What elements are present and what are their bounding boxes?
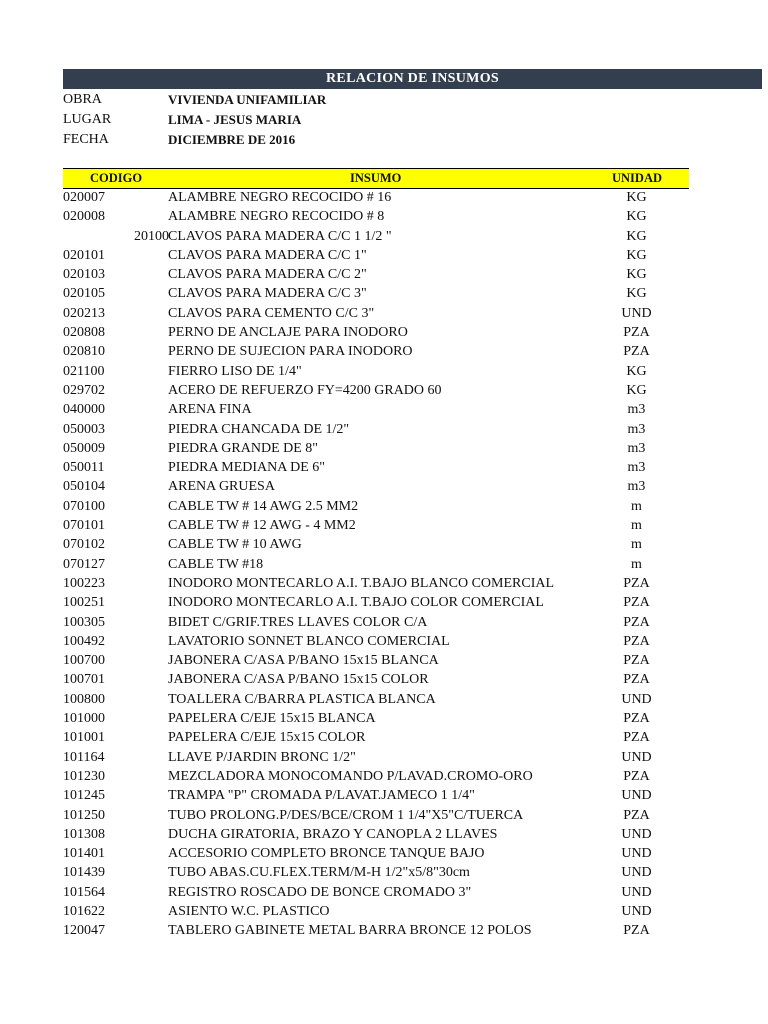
header-codigo: CODIGO — [90, 171, 143, 185]
row-unidad: PZA — [623, 344, 650, 360]
table-row — [63, 323, 689, 342]
table-row — [63, 767, 689, 786]
row-insumo: CABLE TW #18 — [168, 556, 264, 572]
row-insumo: PAPELERA C/EJE 15x15 BLANCA — [168, 711, 376, 727]
row-code: 101622 — [63, 903, 105, 919]
row-code: 070127 — [63, 556, 105, 572]
row-code: 20100 — [134, 228, 169, 244]
row-unidad: UND — [621, 846, 652, 862]
table-row — [63, 555, 689, 574]
meta-value: DICIEMBRE DE 2016 — [168, 132, 296, 147]
row-insumo: CLAVOS PARA MADERA C/C 2" — [168, 267, 367, 283]
row-code: 101308 — [63, 826, 105, 842]
table-row — [63, 709, 689, 728]
row-insumo: CLAVOS PARA CEMENTO C/C 3" — [168, 305, 375, 321]
table-row — [63, 728, 689, 747]
row-unidad: KG — [626, 228, 647, 244]
table-row — [63, 670, 689, 689]
row-insumo: TABLERO GABINETE METAL BARRA BRONCE 12 POLOS — [168, 923, 532, 939]
row-unidad: PZA — [623, 633, 650, 649]
table-header — [63, 168, 689, 189]
row-code: 020101 — [63, 247, 105, 263]
row-unidad: m — [631, 498, 642, 514]
header-insumo: INSUMO — [350, 171, 402, 185]
row-code: 101230 — [63, 768, 105, 784]
meta-label: OBRA — [63, 92, 102, 107]
row-insumo: ALAMBRE NEGRO RECOCIDO # 16 — [168, 190, 392, 205]
row-insumo: PERNO DE SUJECION PARA INODORO — [168, 344, 413, 360]
table-row — [63, 748, 689, 767]
row-insumo: BIDET C/GRIF.TRES LLAVES COLOR C/A — [168, 614, 428, 630]
row-code: 100800 — [63, 691, 105, 707]
row-code: 070100 — [63, 498, 105, 514]
row-insumo: CABLE TW # 10 AWG — [168, 537, 302, 553]
row-code: 100701 — [63, 672, 105, 688]
row-unidad: KG — [626, 286, 647, 302]
row-code: 101439 — [63, 865, 105, 881]
row-insumo: CABLE TW # 14 AWG 2.5 MM2 — [168, 498, 359, 514]
table-row — [63, 632, 689, 651]
table-row — [63, 883, 689, 902]
table-row — [63, 574, 689, 593]
row-insumo: FIERRO LISO DE 1/4" — [168, 363, 302, 379]
row-insumo: MEZCLADORA MONOCOMANDO P/LAVAD.CROMO-ORO — [168, 768, 533, 784]
table-row — [63, 207, 689, 226]
row-insumo: CABLE TW # 12 AWG - 4 MM2 — [168, 518, 356, 534]
table-row — [63, 497, 689, 516]
row-unidad: PZA — [623, 768, 650, 784]
row-insumo: LLAVE P/JARDIN BRONC 1/2" — [168, 749, 356, 765]
table-row — [63, 786, 689, 805]
row-insumo: PIEDRA GRANDE DE 8" — [168, 440, 318, 456]
row-insumo: CLAVOS PARA MADERA C/C 3" — [168, 286, 367, 302]
meta-label: FECHA — [63, 132, 109, 147]
row-unidad: UND — [621, 865, 652, 881]
row-unidad: m3 — [627, 402, 646, 418]
row-unidad: UND — [621, 749, 652, 765]
row-unidad: UND — [621, 691, 652, 707]
row-code: 020810 — [63, 344, 105, 360]
table-row — [63, 902, 689, 921]
meta-label: LUGAR — [63, 112, 112, 127]
row-code: 040000 — [63, 402, 105, 418]
table-row — [63, 400, 689, 419]
row-insumo: INODORO MONTECARLO A.I. T.BAJO COLOR COMERCIAL — [168, 595, 544, 611]
meta-fecha — [63, 130, 763, 150]
row-code: 120047 — [63, 923, 105, 939]
row-code: 100700 — [63, 653, 105, 669]
table-row — [63, 613, 689, 632]
row-code: 029702 — [63, 382, 105, 398]
row-code: 100251 — [63, 595, 105, 611]
row-unidad: KG — [626, 363, 647, 379]
row-code: 020213 — [63, 305, 105, 321]
row-code: 070102 — [63, 537, 105, 553]
table-row — [63, 535, 689, 554]
row-unidad: PZA — [623, 672, 650, 688]
row-code: 101000 — [63, 711, 105, 727]
row-code: 070101 — [63, 518, 105, 534]
row-unidad: KG — [626, 247, 647, 263]
row-insumo: ALAMBRE NEGRO RECOCIDO # 8 — [168, 209, 385, 225]
row-unidad: PZA — [623, 575, 650, 591]
row-unidad: PZA — [623, 595, 650, 611]
row-unidad: m3 — [627, 460, 646, 476]
row-unidad: PZA — [623, 730, 650, 746]
row-code: 101564 — [63, 884, 105, 900]
row-insumo: PIEDRA MEDIANA DE 6" — [168, 460, 325, 476]
row-unidad: KG — [626, 382, 647, 398]
table-row — [63, 844, 689, 863]
row-unidad: m — [631, 518, 642, 534]
row-code: 101401 — [63, 846, 105, 862]
row-code: 020007 — [63, 190, 105, 205]
row-code: 021100 — [63, 363, 105, 379]
table-row — [63, 342, 689, 361]
row-code: 100223 — [63, 575, 105, 591]
row-unidad: PZA — [623, 614, 650, 630]
row-unidad: m — [631, 556, 642, 572]
row-insumo: PIEDRA CHANCADA DE 1/2" — [168, 421, 350, 437]
row-code: 020808 — [63, 325, 105, 341]
table-row — [63, 806, 689, 825]
header-unidad: UNIDAD — [612, 171, 662, 185]
row-code: 101245 — [63, 788, 105, 804]
table-row — [63, 477, 689, 496]
table-row — [63, 246, 689, 265]
row-insumo: ARENA GRUESA — [168, 479, 275, 495]
row-unidad: m3 — [627, 479, 646, 495]
row-insumo: ACCESORIO COMPLETO BRONCE TANQUE BAJO — [168, 846, 485, 862]
row-code: 020008 — [63, 209, 105, 225]
row-code: 101164 — [63, 749, 105, 765]
row-insumo: INODORO MONTECARLO A.I. T.BAJO BLANCO COMERCIAL — [168, 575, 555, 591]
row-unidad: UND — [621, 826, 652, 842]
table-body — [63, 188, 689, 941]
row-unidad: PZA — [623, 807, 650, 823]
row-unidad: UND — [621, 788, 652, 804]
table-row — [63, 362, 689, 381]
table-row — [63, 651, 689, 670]
row-insumo: PAPELERA C/EJE 15x15 COLOR — [168, 730, 366, 746]
row-unidad: UND — [621, 884, 652, 900]
row-unidad: m — [631, 537, 642, 553]
table-row — [63, 593, 689, 612]
row-insumo: JABONERA C/ASA P/BANO 15x15 COLOR — [168, 672, 429, 688]
table-row — [63, 227, 689, 246]
row-insumo: TUBO PROLONG.P/DES/BCE/CROM 1 1/4"X5"C/TUERCA — [168, 807, 524, 823]
row-insumo: TRAMPA "P" CROMADA P/LAVAT.JAMECO 1 1/4" — [168, 788, 475, 804]
table-row — [63, 188, 689, 207]
row-code: 020103 — [63, 267, 105, 283]
table-row — [63, 516, 689, 535]
row-code: 100305 — [63, 614, 105, 630]
row-unidad: UND — [621, 305, 652, 321]
meta-lugar — [63, 110, 763, 130]
row-unidad: KG — [626, 190, 647, 205]
row-unidad: m3 — [627, 421, 646, 437]
row-unidad: PZA — [623, 653, 650, 669]
row-unidad: KG — [626, 209, 647, 225]
table-row — [63, 304, 689, 323]
row-code: 050104 — [63, 479, 105, 495]
table-row — [63, 439, 689, 458]
row-insumo: DUCHA GIRATORIA, BRAZO Y CANOPLA 2 LLAVES — [168, 826, 498, 842]
row-unidad: PZA — [623, 923, 650, 939]
row-insumo: CLAVOS PARA MADERA C/C 1 1/2 " — [168, 228, 392, 244]
row-insumo: ASIENTO W.C. PLASTICO — [168, 903, 330, 919]
row-code: 101001 — [63, 730, 105, 746]
row-unidad: PZA — [623, 325, 650, 341]
page-title: RELACION DE INSUMOS — [63, 69, 762, 89]
table-row — [63, 690, 689, 709]
row-code: 100492 — [63, 633, 105, 649]
meta-obra — [63, 90, 763, 110]
row-insumo: JABONERA C/ASA P/BANO 15x15 BLANCA — [168, 653, 439, 669]
table-row — [63, 458, 689, 477]
row-unidad: UND — [621, 903, 652, 919]
row-insumo: TUBO ABAS.CU.FLEX.TERM/M-H 1/2"x5/8"30cm — [168, 865, 470, 881]
row-code: 020105 — [63, 286, 105, 302]
row-insumo: ARENA FINA — [168, 402, 252, 418]
meta-value: VIVIENDA UNIFAMILIAR — [168, 92, 327, 107]
row-insumo: PERNO DE ANCLAJE PARA INODORO — [168, 325, 408, 341]
table-row — [63, 284, 689, 303]
row-code: 101250 — [63, 807, 105, 823]
row-insumo: CLAVOS PARA MADERA C/C 1" — [168, 247, 367, 263]
table-row — [63, 921, 689, 940]
meta-value: LIMA - JESUS MARIA — [168, 112, 302, 127]
table-row — [63, 420, 689, 439]
row-code: 050009 — [63, 440, 105, 456]
row-unidad: PZA — [623, 711, 650, 727]
row-insumo: LAVATORIO SONNET BLANCO COMERCIAL — [168, 633, 450, 649]
row-insumo: REGISTRO ROSCADO DE BONCE CROMADO 3" — [168, 884, 472, 900]
row-code: 050003 — [63, 421, 105, 437]
row-unidad: KG — [626, 267, 647, 283]
row-unidad: m3 — [627, 440, 646, 456]
table-row — [63, 381, 689, 400]
row-code: 050011 — [63, 460, 105, 476]
row-insumo: ACERO DE REFUERZO FY=4200 GRADO 60 — [168, 382, 442, 398]
table-row — [63, 825, 689, 844]
table-row — [63, 265, 689, 284]
row-insumo: TOALLERA C/BARRA PLASTICA BLANCA — [168, 691, 436, 707]
table-row — [63, 863, 689, 882]
